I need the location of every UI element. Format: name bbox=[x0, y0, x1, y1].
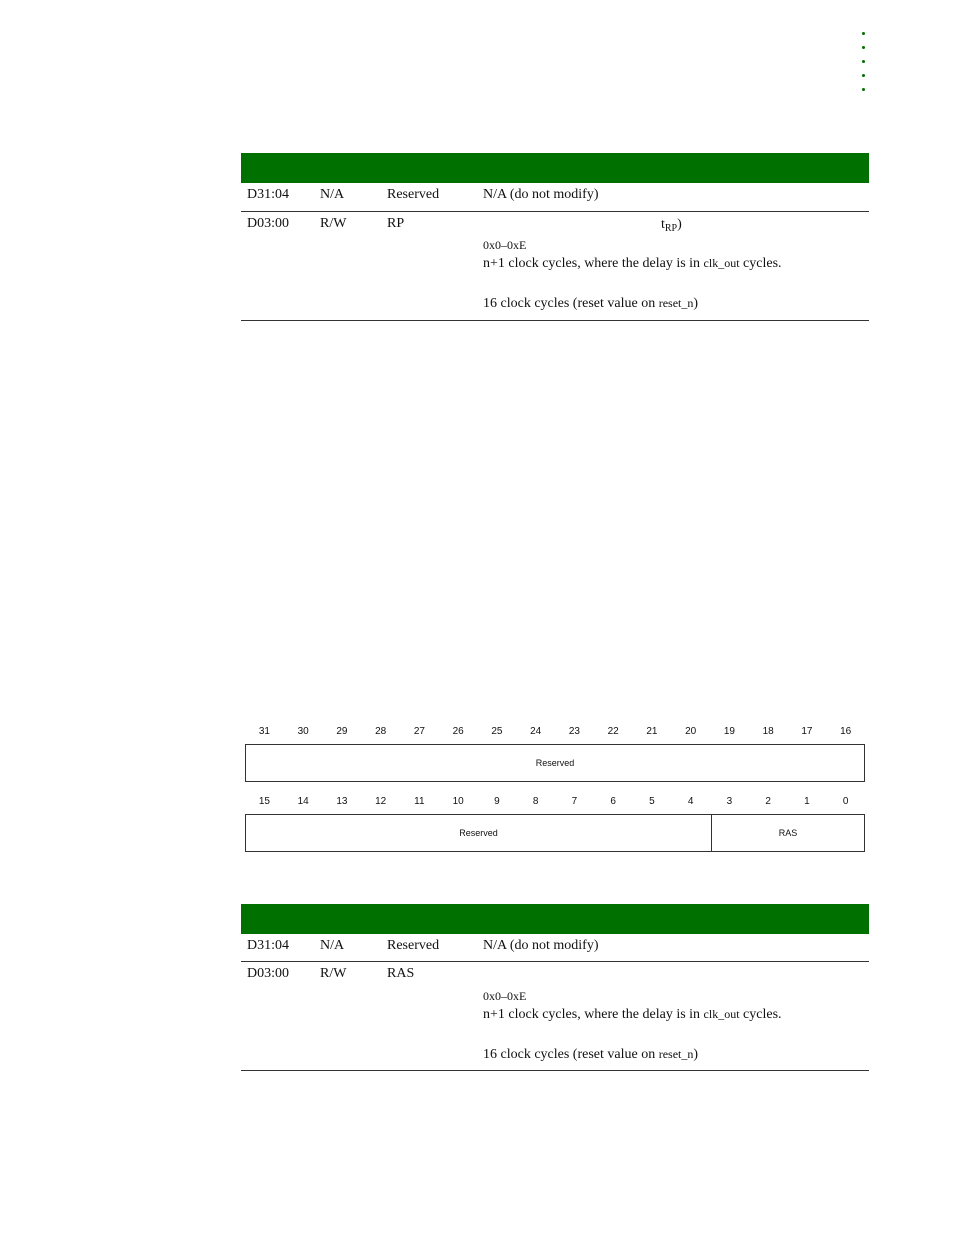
access-cell: R/W bbox=[320, 966, 347, 981]
bit-number: 27 bbox=[413, 726, 425, 737]
bits-cell: D31:04 bbox=[247, 938, 289, 953]
timing-symbol: $t_{RP}$) bbox=[661, 217, 682, 234]
bit-number: 16 bbox=[840, 726, 852, 737]
mnemonic-cell: Reserved bbox=[387, 938, 440, 953]
access-cell: R/W bbox=[320, 216, 347, 231]
bit-number: 23 bbox=[568, 726, 580, 737]
dot-icon bbox=[862, 74, 865, 77]
reserved-field: Reserved bbox=[459, 828, 498, 838]
value-range: 0x0–0xE bbox=[483, 989, 527, 1003]
value-range: 0x0–0xE bbox=[483, 238, 527, 252]
bit-number: 5 bbox=[649, 796, 655, 807]
register-fields-upper bbox=[245, 744, 865, 782]
mnemonic-cell: RAS bbox=[387, 966, 415, 981]
mnemonic-cell: Reserved bbox=[387, 187, 440, 202]
register-table-rp bbox=[241, 153, 869, 321]
reset-value-line: 16 clock cycles (reset value on reset_n) bbox=[483, 1047, 699, 1062]
bit-number: 19 bbox=[723, 726, 735, 737]
bit-numbers-lower bbox=[245, 796, 865, 814]
dot-icon bbox=[862, 32, 865, 35]
bit-number: 26 bbox=[452, 726, 464, 737]
bits-cell: D31:04 bbox=[247, 187, 289, 202]
access-cell: N/A bbox=[320, 938, 345, 953]
bit-number: 29 bbox=[336, 726, 348, 737]
table-header bbox=[241, 153, 869, 183]
bit-number: 4 bbox=[687, 796, 694, 807]
table-header bbox=[241, 904, 869, 934]
table-row bbox=[241, 934, 869, 962]
ras-field: RAS bbox=[711, 815, 864, 851]
bit-number: 28 bbox=[375, 726, 387, 737]
bit-number: 1 bbox=[804, 796, 810, 807]
bit-numbers-upper bbox=[245, 726, 865, 744]
dot-icon bbox=[862, 46, 865, 49]
bit-number: 2 bbox=[765, 796, 771, 807]
bits-cell: D03:00 bbox=[247, 966, 289, 981]
table-row bbox=[241, 962, 869, 1071]
bit-number: 13 bbox=[336, 796, 348, 807]
dot-icon bbox=[862, 88, 865, 91]
bit-number: 20 bbox=[685, 726, 697, 737]
bit-number: 15 bbox=[258, 796, 270, 807]
register-table-ras bbox=[241, 904, 869, 1071]
bit-number: 24 bbox=[530, 726, 542, 737]
bit-number: 22 bbox=[607, 726, 619, 737]
bit-number: 10 bbox=[452, 796, 464, 807]
bit-number: 30 bbox=[297, 726, 309, 737]
bit-number: 31 bbox=[258, 726, 270, 737]
bit-number: 9 bbox=[494, 796, 500, 807]
table-row bbox=[241, 183, 869, 212]
table-row bbox=[241, 212, 869, 321]
bits-cell: D03:00 bbox=[247, 216, 289, 231]
dot-icon bbox=[862, 60, 865, 63]
bit-number: 0 bbox=[842, 796, 849, 807]
reset-value-line: 16 clock cycles (reset value on reset_n) bbox=[483, 296, 699, 311]
bit-number: 17 bbox=[801, 726, 813, 737]
description-line: n+1 clock cycles, where the delay is in clk_out cycles. bbox=[483, 256, 782, 271]
register-fields-lower bbox=[245, 814, 865, 852]
bit-number: 11 bbox=[414, 796, 425, 807]
bit-number: 18 bbox=[762, 726, 774, 737]
bit-number: 8 bbox=[532, 796, 539, 807]
bit-number: 25 bbox=[491, 726, 503, 737]
description-cell: N/A (do not modify) bbox=[483, 938, 599, 953]
margin-dots bbox=[862, 32, 870, 102]
description-cell: N/A (do not modify) bbox=[483, 187, 599, 202]
bit-number: 14 bbox=[297, 796, 309, 807]
bit-number: 12 bbox=[375, 796, 387, 807]
description-line: n+1 clock cycles, where the delay is in clk_out cycles. bbox=[483, 1007, 782, 1022]
register-bit-diagram bbox=[245, 726, 865, 852]
mnemonic-cell: RP bbox=[387, 216, 405, 231]
access-cell: N/A bbox=[320, 187, 345, 202]
reserved-field: Reserved bbox=[535, 758, 575, 768]
bit-number: 6 bbox=[610, 796, 616, 807]
bit-number: 21 bbox=[646, 726, 658, 737]
bit-number: 3 bbox=[726, 796, 733, 807]
bit-number: 7 bbox=[571, 796, 578, 807]
